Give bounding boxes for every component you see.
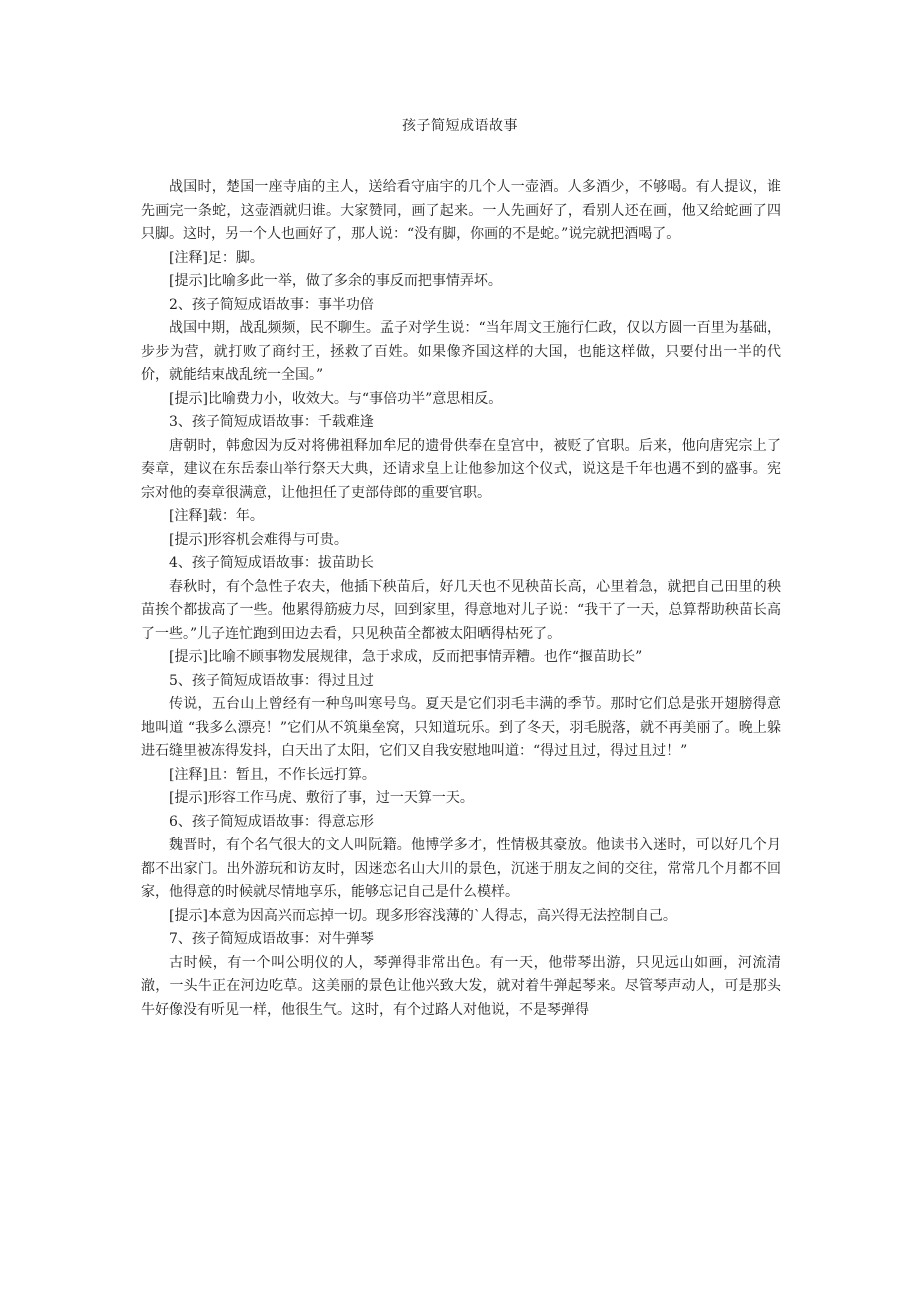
paragraph-story-text: 唐朝时，韩愈因为反对将佛祖释加牟尼的遗骨供奉在皇宫中，被贬了官职。后来，他向唐宪宗上了奏章，建议在东岳泰山举行祭天大典，还请求皇上让他参加这个仪式，说这是千年也遇不到的盛事。宪宗对他的奏章很满意，让他担任了吏部侍郎的重要官职。 [141, 437, 781, 501]
section-heading: 7、孩子简短成语故事：对牛弹琴 [169, 931, 374, 947]
document-body [141, 176, 781, 1022]
paragraph-story-1-text: 战国时，楚国一座寺庙的主人，送给看守庙宇的几个人一壶酒。人多酒少，不够喝。有人提议，谁先画完一条蛇，这壶酒就归谁。大家赞同，画了起来。一人先画好了，看别人还在画，他又给蛇画了四只脚。这时，另一个人也画好了，那人说：“没有脚，你画的不是蛇。”说完就把酒喝了。 [141, 179, 781, 242]
document-title: 孩子简短成语故事 [402, 118, 518, 134]
paragraph-story-text: 魏晋时，有个名气很大的文人叫阮籍。他博学多才，性情极其豪放。他读书入迷时，可以好几个月都不出家门。出外游玩和访友时，因迷恋名山大川的景色，沉迷于朋友之间的交往，常常几个月都不回家，他得意的时候就尽情地享乐，能够忘记自己是什么模样。 [141, 837, 781, 900]
paragraph-note: [注释]且：暂且，不作长远打算。 [169, 766, 376, 783]
paragraph-story-text: 传说，五台山上曾经有一种鸟叫寒号鸟。夏天是它们羽毛丰满的季节。那时它们总是张开翅膀得意地叫道 “我多么漂亮！”它们从不筑巢垒窝，只知道玩乐。到了冬天，羽毛脱落，就不再美丽了。晚上躲进石缝里被冻得发抖，白天出了太阳，它们又自我安慰地叫道：“得过且过，得过且过！” [141, 696, 781, 759]
paragraph-hint: [提示]比喻费力小，收效大。与“事倍功半”意思相反。 [169, 390, 503, 407]
section-heading: 4、孩子简短成语故事：拔苗助长 [169, 555, 374, 571]
paragraph-story-text: 战国中期，战乱频频，民不聊生。孟子对学生说：“当年周文王施行仁政，仅以方圆一百里为基础，步步为营，就打败了商纣王，拯救了百姓。如果像齐国这样的大国，也能这样做，只要付出一半的代价，就能结束战乱统一全国。” [141, 320, 781, 383]
paragraph-hint: [提示]比喻多此一举，做了多余的事反而把事情弄坏。 [169, 273, 502, 289]
section-heading: 6、孩子简短成语故事：得意忘形 [169, 813, 374, 830]
paragraph-story-text: 春秋时，有个急性子农夫，他插下秧苗后，好几天也不见秧苗长高，心里着急，就把自己田里的秧苗挨个都拔高了一些。他累得筋疲力尽，回到家里，得意地对儿子说：“我干了一天，总算帮助秧苗长高了一些。”儿子连忙跑到田边去看，只见秧苗全都被太阳晒得枯死了。 [141, 578, 781, 642]
paragraph-note: [注释]载：年。 [169, 508, 264, 524]
section-heading: 3、孩子简短成语故事：千载难逢 [169, 414, 374, 430]
paragraph-note: [注释]足：脚。 [169, 249, 264, 266]
paragraph-hint: [提示]本意为因高兴而忘掉一切。现多形容浅薄的`人得志，高兴得无法控制自己。 [169, 907, 677, 924]
section-heading: 2、孩子简短成语故事：事半功倍 [169, 296, 374, 313]
section-heading: 5、孩子简短成语故事：得过且过 [169, 672, 374, 689]
paragraph-story-text: 古时候，有一个叫公明仪的人，琴弹得非常出色。有一天，他带琴出游，只见远山如画，河流清澈，一头牛正在河边吃草。这美丽的景色让他兴致大发，就对着牛弹起琴来。尽管琴声动人，可是那头牛好像没有听见一样，他很生气。这时，有个过路人对他说，不是琴弹得 [141, 954, 781, 1018]
paragraph-hint: [提示]比喻不顾事物发展规律，急于求成，反而把事情弄糟。也作“揠苗助长” [169, 649, 643, 665]
paragraph-hint: [提示]形容机会难得与可贵。 [169, 531, 348, 548]
paragraph-hint: [提示]形容工作马虎、敷衍了事，过一天算一天。 [169, 790, 474, 806]
